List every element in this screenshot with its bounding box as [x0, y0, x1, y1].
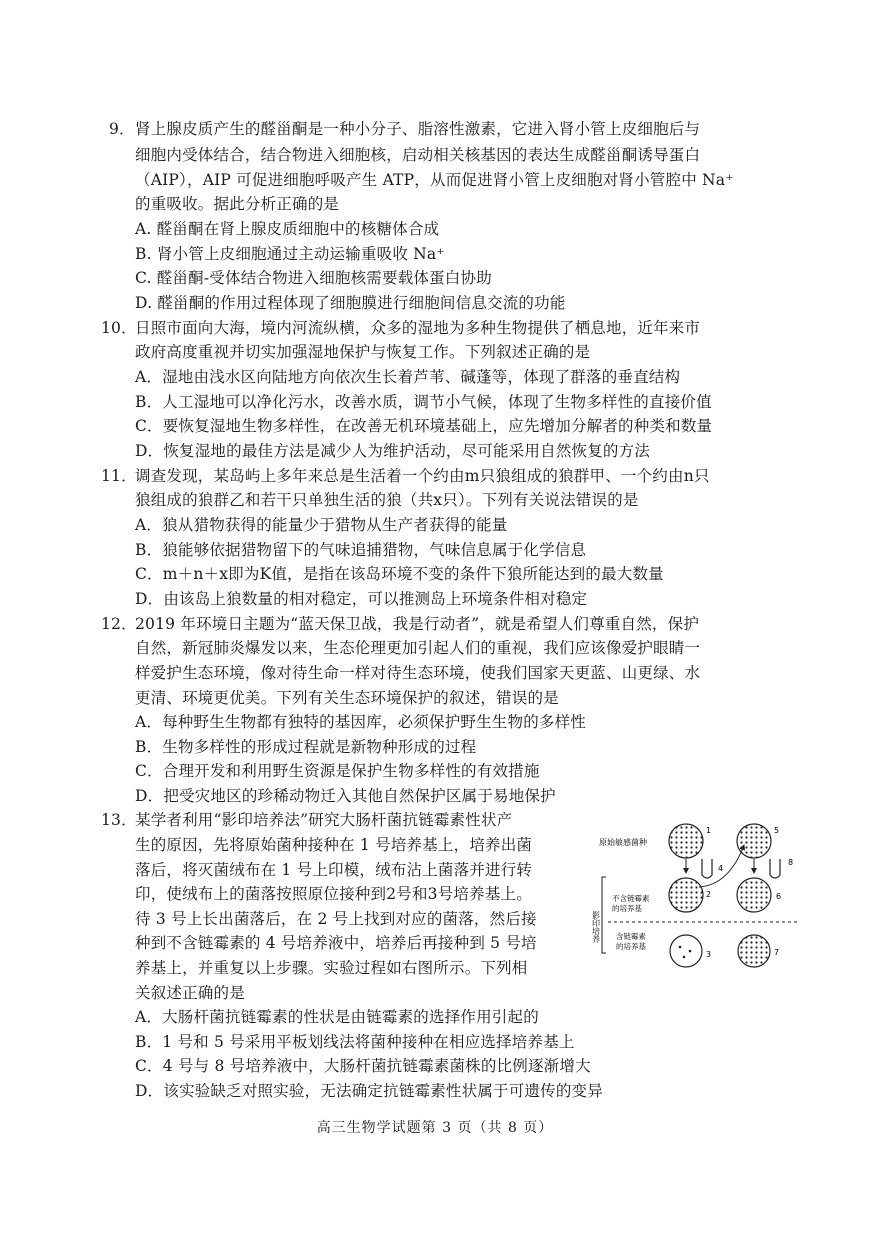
- tube-4-icon: [702, 859, 712, 878]
- plate-number: 5: [774, 826, 780, 835]
- plate-2-icon: [669, 878, 703, 912]
- question-number: 12．: [101, 615, 137, 633]
- question-stem-line: 细胞内受体结合，结合物进入细胞核，启动相关核基因的表达生成醛甾酮诱导蛋白: [135, 146, 701, 164]
- question-stem-line: 样爱护生态环境，像对待生命一样对待生态环境，使我们国家天更蓝、山更绿、水: [135, 664, 701, 682]
- plate-number: 7: [774, 948, 780, 957]
- option-a: A．大肠杆菌抗链霉素的性状是由链霉素的选择作用引起的: [135, 1008, 539, 1026]
- option-d: D．恢复湿地的最佳方法是减少人为维护活动，尽可能采用自然恢复的方法: [135, 442, 651, 460]
- question-stem-line: 肾上腺皮质产生的醛甾酮是一种小分子、脂溶性激素，它进入肾小管上皮细胞后与: [135, 120, 701, 138]
- plate-number: 1: [706, 826, 712, 835]
- option-c: C．m＋n＋x即为K值，是指在该岛环境不变的条件下狼所能达到的最大数量: [135, 565, 664, 583]
- option-b: B. 肾小管上皮细胞通过主动运输重吸收 Na⁺: [135, 245, 445, 263]
- plate-1-icon: [669, 824, 703, 858]
- plate-number: 6: [776, 892, 782, 901]
- replica-culture-label: 影印培养: [591, 911, 601, 943]
- plate-3-icon: [670, 935, 702, 967]
- plate-7-icon: [738, 935, 770, 967]
- question-stem-line: 待 3 号上长出菌落后，在 2 号上找到对应的菌落，然后接: [135, 910, 537, 928]
- question-stem-line: 生的原因，先将原始菌种接种在 1 号培养基上，培养出菌: [135, 836, 533, 854]
- question-number: 13．: [101, 811, 137, 829]
- no-strep-medium-label: 的培养基: [612, 904, 642, 913]
- question-stem-line: 关叙述正确的是: [135, 984, 245, 1002]
- option-a: A．每种野生生物都有独特的基因库，必须保护野生生物的多样性: [135, 713, 586, 731]
- option-a: A．狼从猎物获得的能量少于猎物从生产者获得的能量: [135, 516, 508, 534]
- question-stem-line: 某学者利用“影印培养法”研究大肠杆菌抗链霉素性状产: [135, 811, 513, 829]
- tube-8-icon: [770, 859, 780, 878]
- question-stem-line: 政府高度重视并切实加强湿地保护与恢复工作。下列叙述正确的是: [135, 343, 591, 361]
- question-stem-line: 种到不含链霉素的 4 号培养液中，培养后再接种到 5 号培: [135, 934, 537, 952]
- original-strain-label: 原始敏感菌种: [599, 838, 647, 847]
- option-a: A. 醛甾酮在肾上腺皮质细胞中的核糖体合成: [135, 220, 440, 238]
- question-number: 11．: [101, 467, 137, 485]
- question-stem-line: 养基上，并重复以上步骤。实验过程如右图所示。下列相: [135, 959, 528, 977]
- option-b: B．狼能够依据猎物留下的气味追捕猎物，气味信息属于化学信息: [135, 541, 587, 559]
- question-stem-line: 的重吸收。据此分析正确的是: [135, 195, 340, 213]
- option-c: C．要恢复湿地生物多样性，在改善无机环境基础上，应先增加分解者的种类和数量: [135, 417, 713, 435]
- option-d: D．该实验缺乏对照实验，无法确定抗链霉素性状属于可遗传的变异: [135, 1082, 603, 1100]
- question-number: 10．: [101, 319, 137, 337]
- option-b: B．人工湿地可以净化污水，改善水质，调节小气候，体现了生物多样性的直接价值: [135, 393, 712, 411]
- replica-plating-diagram: [591, 815, 809, 975]
- option-a: A．湿地由浅水区向陆地方向依次生长着芦苇、碱蓬等，体现了群落的垂直结构: [135, 368, 681, 386]
- plate-6-icon: [737, 878, 771, 912]
- plate-5-icon: [737, 824, 771, 858]
- question-stem-line: 更清、环境更优美。下列有关生态环境保护的叙述，错误的是: [135, 689, 559, 707]
- option-d: D. 醛甾酮的作用过程体现了细胞膜进行细胞间信息交流的功能: [135, 294, 566, 312]
- question-stem-line: 调查发现，某岛屿上多年来总是生活着一个约由m只狼组成的狼群甲、一个约由n只: [135, 467, 710, 485]
- page-footer: 高三生物学试题第 3 页（共 8 页）: [316, 1120, 554, 1136]
- tube-number: 8: [788, 858, 794, 867]
- question-stem-line: 2019 年环境日主题为“蓝天保卫战，我是行动者”，就是希望人们尊重自然，保护: [135, 615, 700, 633]
- question-stem-line: 印，使绒布上的菌落按照原位接种到2号和3号培养基上。: [135, 885, 532, 903]
- question-stem-line: 日照市面向大海，境内河流纵横，众多的湿地为多种生物提供了栖息地，近年来市: [135, 319, 701, 337]
- plate-number: 3: [706, 950, 712, 959]
- question-stem-line: （AIP），AIP 可促进细胞呼吸产生 ATP，从而促进肾小管上皮细胞对肾小管腔中 Na⁺: [135, 171, 734, 189]
- tube-number: 4: [718, 864, 724, 873]
- option-c: C．4 号与 8 号培养液中，大肠杆菌抗链霉素菌株的比例逐渐增大: [135, 1057, 591, 1075]
- strep-medium-label: 的培养基: [616, 942, 646, 951]
- question-stem-line: 自然，新冠肺炎爆发以来，生态伦理更加引起人们的重视，我们应该像爱护眼睛一: [135, 639, 701, 657]
- option-c: C．合理开发和利用野生资源是保护生物多样性的有效措施: [135, 762, 540, 780]
- question-number: 9．: [109, 120, 135, 138]
- option-b: B．1 号和 5 号采用平板划线法将菌种接种在相应选择培养基上: [135, 1033, 575, 1051]
- option-d: D．由该岛上狼数量的相对稳定，可以推测岛上环境条件相对稳定: [135, 590, 588, 608]
- no-strep-medium-label: 不含链霉素: [612, 894, 650, 903]
- strep-medium-label: 含链霉素: [616, 932, 646, 941]
- option-b: B．生物多样性的形成过程就是新物种形成的过程: [135, 738, 477, 756]
- plate-number: 2: [706, 890, 712, 899]
- option-c: C. 醛甾酮-受体结合物进入细胞核需要载体蛋白协助: [135, 269, 492, 287]
- question-stem-line: 狼组成的狼群乙和若干只单独生活的狼（共x只）。下列有关说法错误的是: [135, 491, 639, 509]
- option-d: D．把受灾地区的珍稀动物迁入其他自然保护区属于易地保护: [135, 787, 556, 805]
- question-stem-line: 落后，将灭菌绒布在 1 号上印模，绒布沾上菌落并进行转: [135, 861, 533, 879]
